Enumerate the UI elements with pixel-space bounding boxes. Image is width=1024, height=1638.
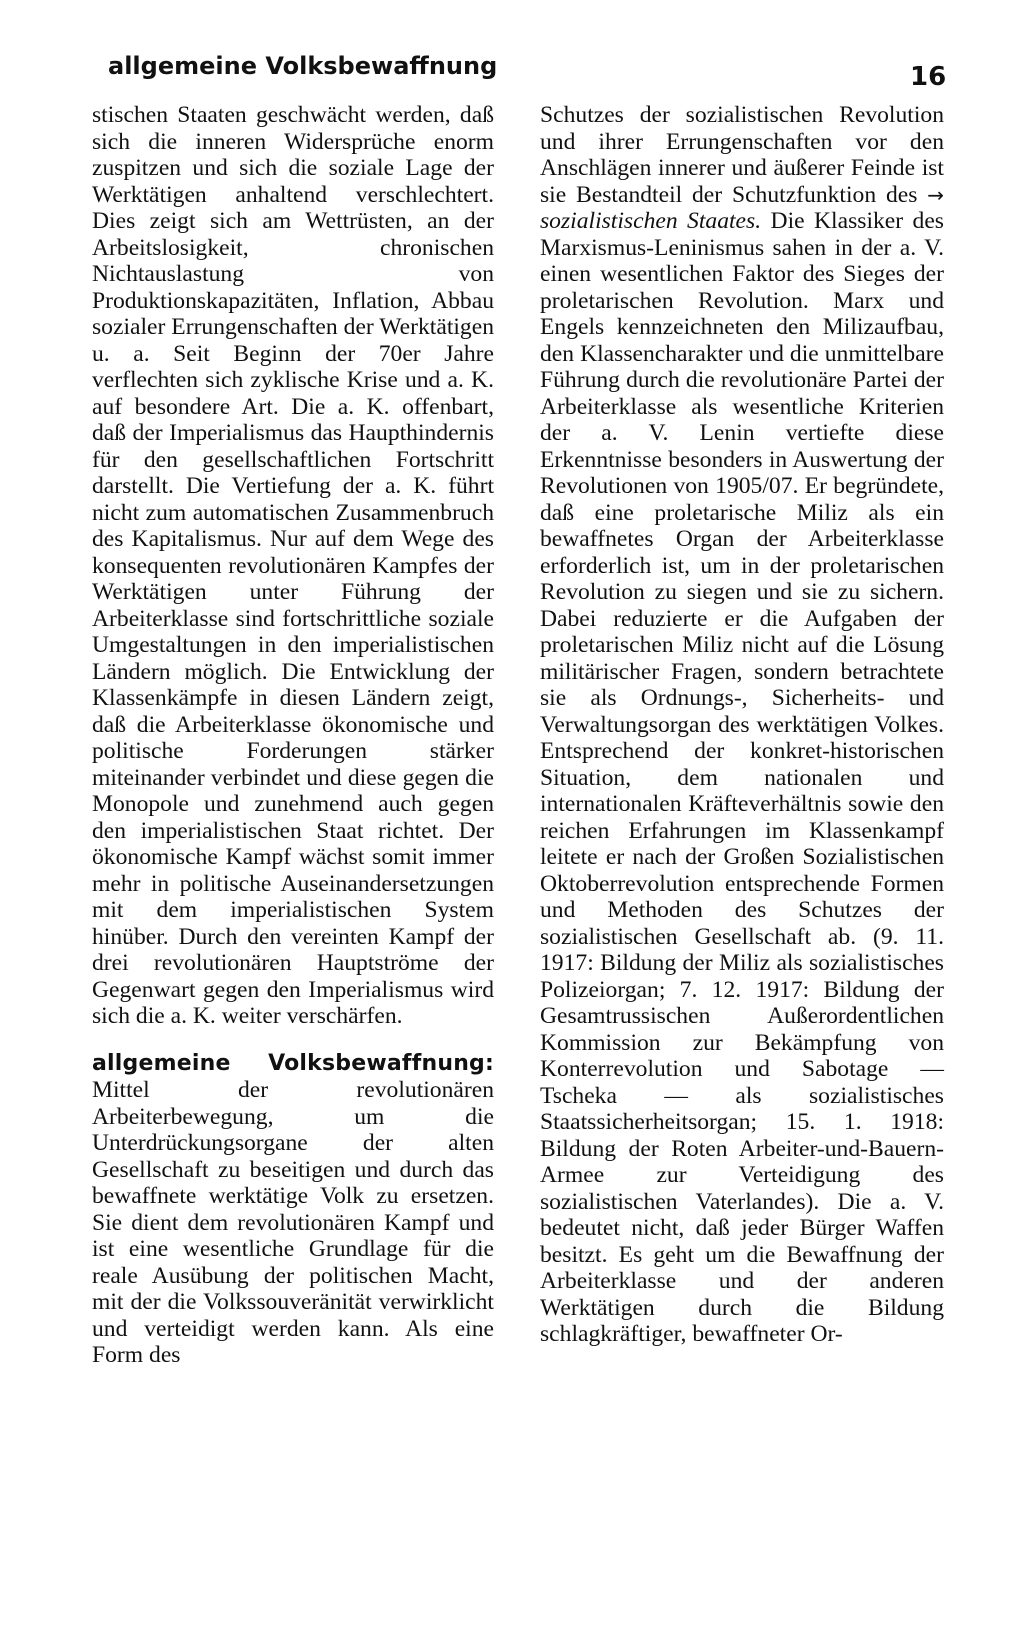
entry-text: Mittel der revolutionären Arbeiterbewegung, um die Unterdrückungsorgane der alten Gesellschaft zu beseitigen und durch das bewaffnete werktätige Volk zu ersetzen. Sie dient dem revolutionären Kampf und ist eine wesentliche Grundlage für die reale Ausübung der politischen Macht, mit der die Volkssouveränität verwirklicht und verteidigt werden kann. Als eine Form des bbox=[92, 1077, 494, 1368]
left-column bbox=[92, 102, 494, 1369]
right-column bbox=[540, 102, 944, 1348]
running-head: allgemeine Volksbewaffnung bbox=[108, 52, 498, 80]
cross-reference-arrow-icon: → bbox=[927, 182, 944, 207]
entry-text-after-reference: Die Klassiker des Marxismus-Leninismus sahen in der a. V. einen wesentlichen Faktor des Sieges der proletarischen Revolution. Marx und Engels kennzeichneten den Milizaufbau, den Klassencharakter und die unmittelbare Führung durch die revolutionäre Partei der Arbeiterklasse als wesentliche Kriterien der a. V. Lenin vertiefte diese Erkenntnisse besonders in Auswertung der Revolutionen von 1905/07. Er begründete, daß eine proletarische Miliz als ein bewaffnetes Organ der Arbeiterklasse erforderlich ist, um in der proletarischen Revolution zu siegen und sie zu sichern. Dabei reduzierte er die Aufgaben der proletarischen Miliz nicht auf die Lösung militärischer Fragen, sondern betrachtete sie als Ordnungs-, Sicherheits- und Verwaltungsorgan des werktätigen Volkes. Entsprechend der konkret-historischen Situation, dem nationalen und internationalen Kräfteverhältnis sowie den reichen Erfahrungen im Klassenkampf leitete er nach der Großen Sozialistischen Oktoberrevolution entsprechende Formen und Methoden des Schutzes der sozialistischen Gesellschaft ab. (9. 11. 1917: Bildung der Miliz als sozialistisches Polizeiorgan; 7. 12. 1917: Bildung der Gesamtrussischen Außerordentlichen Kommission zur Bekämpfung von Konterrevolution und Sabotage — Tscheka — als sozialistisches Staatssicherheitsorgan; 15. 1. 1918: Bildung der Roten Arbeiter-und-Bauern-Armee zur Verteidigung des sozialistischen Vaterlandes). Die a. V. bedeutet nicht, daß jeder Bürger Waffen besitzt. Es geht um die Bewaffnung der Arbeiterklasse und der anderen Werktätigen durch die Bildung schlagkräftiger, bewaffneter Or- bbox=[540, 208, 944, 1347]
page-number: 16 bbox=[910, 62, 947, 92]
dictionary-entry bbox=[92, 1050, 494, 1369]
entry-headword: allgemeine Volksbewaffnung: bbox=[92, 1050, 494, 1076]
cross-reference: sozialistischen Staates. bbox=[540, 208, 762, 234]
continued-paragraph: stischen Staaten geschwächt werden, daß sich die inneren Widersprüche enorm zuspitzen und sich die soziale Lage der Werktätigen anhaltend verschlechtert. Dies zeigt sich am Wettrüsten, an der Arbeitslosigkeit, chronischen Nichtauslastung von Produktionskapazitäten, Inflation, Abbau sozialer Errungenschaften der Werktätigen u. a. Seit Beginn der 70er Jahre verflechten sich zyklische Krise und a. K. auf besondere Art. Die a. K. offenbart, daß der Imperialismus das Haupthindernis für den gesellschaftlichen Fortschritt darstellt. Die Vertiefung der a. K. führt nicht zum automatischen Zusammenbruch des Kapitalismus. Nur auf dem Wege des konsequenten revolutionären Kampfes der Werktätigen unter Führung der Arbeiterklasse sind fortschrittliche soziale Umgestaltungen in den imperialistischen Ländern möglich. Die Entwicklung der Klassenkämpfe in diesen Ländern zeigt, daß die Arbeiterklasse ökonomische und politische Forderungen stärker miteinander verbindet und diese gegen die Monopole und zunehmend auch gegen den imperialistischen Staat richtet. Der ökonomische Kampf wächst somit immer mehr in politische Auseinandersetzungen mit dem imperialistischen System hinüber. Durch den vereinten Kampf der drei revolutionären Hauptströme der Gegenwart gegen den Imperialismus wird sich die a. K. weiter verschärfen. bbox=[92, 102, 494, 1029]
entry-text-before-reference: Schutzes der sozialistischen Revolution und ihrer Errungenschaften vor den Anschlägen innerer und äußerer Feinde ist sie Bestandteil der Schutzfunktion des bbox=[540, 102, 944, 208]
entry-continuation bbox=[540, 102, 944, 1348]
